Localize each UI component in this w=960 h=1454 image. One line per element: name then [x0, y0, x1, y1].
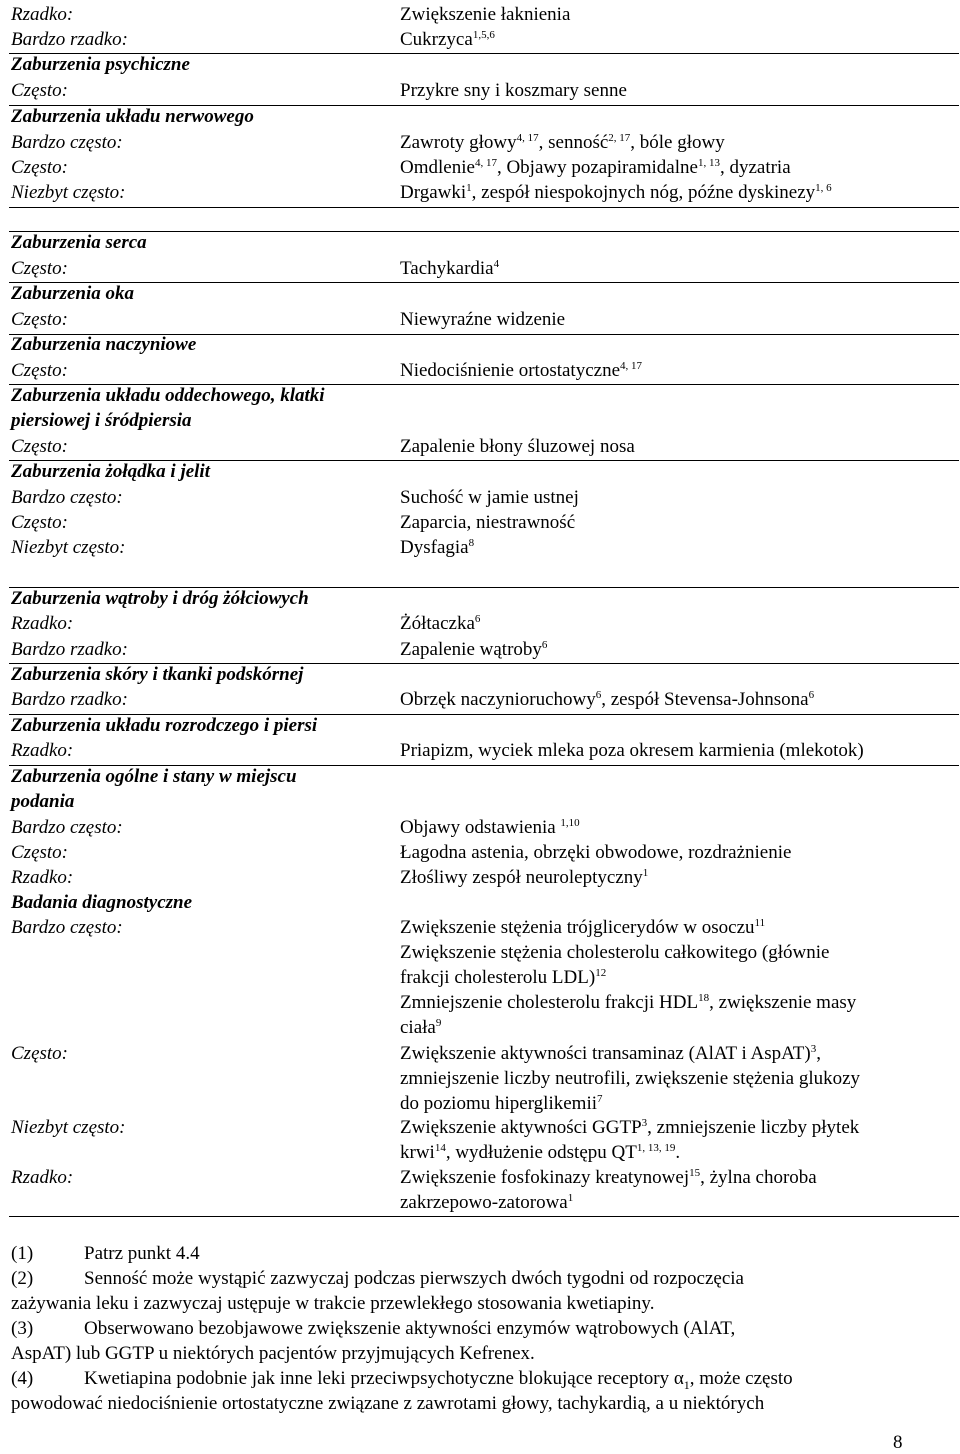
- frequency-label: Często:: [11, 360, 68, 381]
- superscript-reference: 4: [493, 258, 500, 270]
- footnote-number: (4): [11, 1368, 34, 1389]
- adverse-reaction-text: Zwiększenie aktywności GGTP$^3$, zmniejszenie liczby płytek: [400, 1117, 860, 1138]
- table-row: [0, 791, 960, 816]
- frequency-label: Bardzo często:: [11, 132, 123, 153]
- frequency-label: Często:: [11, 512, 68, 533]
- subscript: 1: [683, 1377, 690, 1392]
- footnote-line: [0, 1343, 960, 1368]
- table-divider: [9, 207, 959, 208]
- frequency-label: Rzadko:: [11, 740, 74, 761]
- organ-class-heading: Zaburzenia żołądka i jelit: [11, 461, 210, 482]
- table-row: [0, 917, 960, 942]
- organ-class-heading: Zaburzenia ogólne i stany w miejscu: [11, 766, 297, 787]
- page-number: 8: [893, 1432, 903, 1453]
- organ-class-heading: piersiowej i śródpiersia: [11, 410, 192, 431]
- table-row: [0, 817, 960, 842]
- table-row: [0, 639, 960, 664]
- frequency-label: Bardzo często:: [11, 487, 123, 508]
- frequency-label: Rzadko:: [11, 4, 74, 25]
- table-divider: [9, 53, 959, 54]
- organ-class-heading: Zaburzenia układu nerwowego: [11, 106, 254, 127]
- table-row: [0, 1043, 960, 1068]
- table-row: [0, 537, 960, 562]
- table-row: [0, 360, 960, 385]
- adverse-reaction-text: Obrzęk naczynioruchowy$^6$, zespół Stevensa-Johnsona$^6$: [400, 689, 815, 710]
- adverse-reaction-text: frakcji cholesterolu LDL)$^{12}$: [400, 967, 607, 988]
- adverse-reaction-text: Przykre sny i koszmary senne: [400, 80, 627, 101]
- adverse-reaction-text: Suchość w jamie ustnej: [400, 487, 579, 508]
- table-row: [0, 867, 960, 892]
- frequency-label: Niezbyt często:: [11, 1117, 126, 1138]
- superscript-reference: 1: [567, 1192, 574, 1204]
- table-row: [0, 766, 960, 791]
- table-row: [0, 283, 960, 308]
- table-row: [0, 967, 960, 992]
- footnote-number: (2): [11, 1268, 34, 1289]
- table-row: [0, 1192, 960, 1217]
- superscript-reference: 1,10: [560, 817, 580, 829]
- adverse-reaction-text: Zwiększenie stężenia cholesterolu całkowitego (głównie: [400, 942, 830, 963]
- adverse-reaction-text: Zaparcia, niestrawność: [400, 512, 576, 533]
- adverse-reaction-text: Zwiększenie stężenia trójglicerydów w osoczu$^{11}$: [400, 917, 766, 938]
- table-row: [0, 1068, 960, 1093]
- superscript-reference: 18: [698, 992, 710, 1004]
- frequency-label: Rzadko:: [11, 1167, 74, 1188]
- frequency-label: Często:: [11, 258, 68, 279]
- superscript-reference: 2, 17: [608, 132, 631, 144]
- table-row: [0, 664, 960, 689]
- table-row: [0, 410, 960, 435]
- superscript-reference: 1: [466, 182, 472, 194]
- superscript-reference: 1, 13: [697, 157, 720, 169]
- organ-class-heading: Badania diagnostyczne: [11, 892, 193, 913]
- superscript-reference: 6: [541, 639, 548, 651]
- adverse-reaction-text: Łagodna astenia, obrzęki obwodowe, rozdrażnienie: [400, 842, 792, 863]
- adverse-reaction-text: Priapizm, wyciek mleka poza okresem karmienia (mlekotok): [400, 740, 864, 761]
- adverse-reaction-text: do poziomu hiperglikemii$^7$: [400, 1093, 603, 1114]
- organ-class-heading: Zaburzenia wątroby i dróg żółciowych: [11, 588, 309, 609]
- table-row: [0, 1142, 960, 1167]
- adverse-reaction-text: zakrzepowo-zatorowa$^1$: [400, 1192, 574, 1213]
- table-row: [0, 842, 960, 867]
- footnote-line: [0, 1268, 960, 1293]
- adverse-reaction-text: Tachykardia$^4$: [400, 258, 500, 279]
- superscript-reference: 1,5,6: [472, 29, 495, 41]
- footnote-line: [0, 1318, 960, 1343]
- table-row: [0, 942, 960, 967]
- superscript-reference: 8: [468, 537, 475, 549]
- superscript-reference: 1, 6: [815, 182, 832, 194]
- table-row: [0, 461, 960, 486]
- table-row: [0, 4, 960, 29]
- frequency-label: Często:: [11, 436, 68, 457]
- frequency-label: Rzadko:: [11, 613, 74, 634]
- table-row: [0, 1093, 960, 1118]
- adverse-reaction-text: Zapalenie błony śluzowej nosa: [400, 436, 635, 457]
- organ-class-heading: Zaburzenia skóry i tkanki podskórnej: [11, 664, 304, 685]
- organ-class-heading: podania: [11, 791, 75, 812]
- table-divider: [9, 765, 959, 766]
- organ-class-heading: Zaburzenia serca: [11, 232, 147, 253]
- footnote-text: Kwetiapina podobnie jak inne leki przeciwpsychotyczne blokujące receptory $\alpha_1$, może często: [84, 1368, 793, 1392]
- superscript-reference: 11: [754, 917, 766, 929]
- footnote-line: [0, 1243, 960, 1268]
- table-divider: [9, 384, 959, 385]
- frequency-label: Bardzo często:: [11, 817, 123, 838]
- table-divider: [9, 334, 959, 335]
- table-row: [0, 436, 960, 461]
- superscript-reference: 3: [810, 1043, 817, 1055]
- footnote-line: [0, 1368, 960, 1393]
- organ-class-heading: Zaburzenia układu rozrodczego i piersi: [11, 715, 318, 736]
- frequency-label: Często:: [11, 1043, 68, 1064]
- table-row: [0, 54, 960, 79]
- adverse-reaction-text: krwi$^{14}$, wydłużenie odstępu QT$^{1, 13, 19}$.: [400, 1142, 681, 1163]
- superscript-reference: 4, 17: [620, 360, 643, 372]
- table-divider: [9, 282, 959, 283]
- adverse-reaction-text: Zapalenie wątroby$^6$: [400, 639, 548, 660]
- table-row: [0, 588, 960, 613]
- adverse-reaction-text: Drgawki$^1$, zespół niespokojnych nóg, późne dyskinezy$^{1, 6}$: [400, 182, 832, 203]
- table-row: [0, 689, 960, 714]
- footnote-text: AspAT) lub GGTP u niektórych pacjentów przyjmujących Kefrenex.: [11, 1343, 535, 1364]
- table-row: [0, 385, 960, 410]
- organ-class-heading: Zaburzenia psychiczne: [11, 54, 190, 75]
- adverse-reaction-text: Cukrzyca$^{1,5,6}$: [400, 29, 495, 50]
- adverse-reaction-text: Zmniejszenie cholesterolu frakcji HDL$^{18}$, zwiększenie masy: [400, 992, 857, 1013]
- table-divider: [9, 1216, 959, 1217]
- superscript-reference: 14: [434, 1142, 446, 1154]
- superscript-reference: 12: [595, 967, 607, 979]
- footnote-text: Senność może wystąpić zazwyczaj podczas pierwszych dwóch tygodni od rozpoczęcia: [84, 1268, 744, 1289]
- superscript-reference: 1: [642, 867, 649, 879]
- superscript-reference: 1, 13, 19: [636, 1142, 676, 1154]
- table-row: [0, 157, 960, 182]
- frequency-label: Często:: [11, 80, 68, 101]
- footnote-line: [0, 1393, 960, 1418]
- superscript-reference: 9: [435, 1017, 442, 1029]
- organ-class-heading: Zaburzenia układu oddechowego, klatki: [11, 385, 325, 406]
- footnote-line: [0, 1293, 960, 1318]
- table-row: [0, 1017, 960, 1042]
- superscript-reference: 6: [808, 689, 815, 701]
- table-row: [0, 309, 960, 334]
- adverse-reaction-text: Zawroty głowy$^{4, 17}$, senność$^{2, 17}$, bóle głowy: [400, 132, 725, 153]
- table-row: [0, 29, 960, 54]
- frequency-label: Często:: [11, 157, 68, 178]
- table-row: [0, 613, 960, 638]
- adverse-reaction-text: ciała$^9$: [400, 1017, 442, 1038]
- table-divider: [9, 105, 959, 106]
- superscript-reference: 4, 17: [516, 132, 539, 144]
- table-row: [0, 1117, 960, 1142]
- footnote-number: (1): [11, 1243, 34, 1264]
- superscript-reference: 15: [689, 1167, 701, 1179]
- table-row: [0, 740, 960, 765]
- frequency-label: Niezbyt często:: [11, 537, 126, 558]
- table-row: [0, 992, 960, 1017]
- adverse-reaction-text: Omdlenie$^{4, 17}$, Objawy pozapiramidalne$^{1, 13}$, dyzatria: [400, 157, 791, 178]
- footnote-text: zażywania leku i zazwyczaj ustępuje w trakcie przewlekłego stosowania kwetiapiny.: [11, 1293, 655, 1314]
- footnote-number: (3): [11, 1318, 34, 1339]
- adverse-reaction-text: zmniejszenie liczby neutrofili, zwiększenie stężenia glukozy: [400, 1068, 861, 1089]
- adverse-reaction-text: Dysfagia$^8$: [400, 537, 475, 558]
- table-divider: [9, 714, 959, 715]
- frequency-label: Często:: [11, 309, 68, 330]
- table-row: [0, 334, 960, 359]
- table-row: [0, 512, 960, 537]
- footnote-text: powodować niedociśnienie ortostatyczne związane z zawrotami głowy, tachykardią, a u niektórych: [11, 1393, 765, 1414]
- superscript-reference: 7: [597, 1093, 603, 1105]
- table-row: [0, 892, 960, 917]
- superscript-reference: 4, 17: [474, 157, 497, 169]
- adverse-reaction-text: Zwiększenie aktywności transaminaz (AlAT i AspAT)$^3$,: [400, 1043, 821, 1064]
- frequency-label: Niezbyt często:: [11, 182, 126, 203]
- adverse-reaction-text: Niewyraźne widzenie: [400, 309, 566, 330]
- frequency-label: Bardzo często:: [11, 917, 123, 938]
- frequency-label: Rzadko:: [11, 867, 74, 888]
- table-row: [0, 132, 960, 157]
- frequency-label: Bardzo rzadko:: [11, 639, 128, 660]
- adverse-reaction-text: Złośliwy zespół neuroleptyczny$^1$: [400, 867, 649, 888]
- table-row: [0, 182, 960, 207]
- adverse-reaction-text: Żółtaczka$^6$: [400, 613, 481, 634]
- table-divider: [9, 587, 959, 588]
- table-row: [0, 487, 960, 512]
- footnote-text: Patrz punkt 4.4: [84, 1243, 200, 1264]
- organ-class-heading: Zaburzenia oka: [11, 283, 134, 304]
- table-row: [0, 232, 960, 257]
- adverse-reaction-text: Zwiększenie łaknienia: [400, 4, 571, 25]
- adverse-reaction-text: Objawy odstawienia $^{1,10}$: [400, 817, 580, 838]
- adverse-reaction-text: Zwiększenie fosfokinazy kreatynowej$^{15}$, żylna choroba: [400, 1167, 817, 1188]
- frequency-label: Często:: [11, 842, 68, 863]
- table-row: [0, 1167, 960, 1192]
- table-divider: [9, 231, 959, 232]
- table-divider: [9, 460, 959, 461]
- superscript-reference: 6: [474, 613, 481, 625]
- frequency-label: Bardzo rzadko:: [11, 29, 128, 50]
- table-row: [0, 715, 960, 740]
- table-row: [0, 80, 960, 105]
- adverse-reaction-text: Niedociśnienie ortostatyczne$^{4, 17}$: [400, 360, 643, 381]
- table-row: [0, 106, 960, 131]
- superscript-reference: 3: [641, 1117, 648, 1129]
- frequency-label: Bardzo rzadko:: [11, 689, 128, 710]
- table-row: [0, 258, 960, 283]
- superscript-reference: 6: [595, 689, 602, 701]
- footnote-text: Obserwowano bezobjawowe zwiększenie aktywności enzymów wątrobowych (AlAT,: [84, 1318, 736, 1339]
- table-divider: [9, 663, 959, 664]
- organ-class-heading: Zaburzenia naczyniowe: [11, 334, 197, 355]
